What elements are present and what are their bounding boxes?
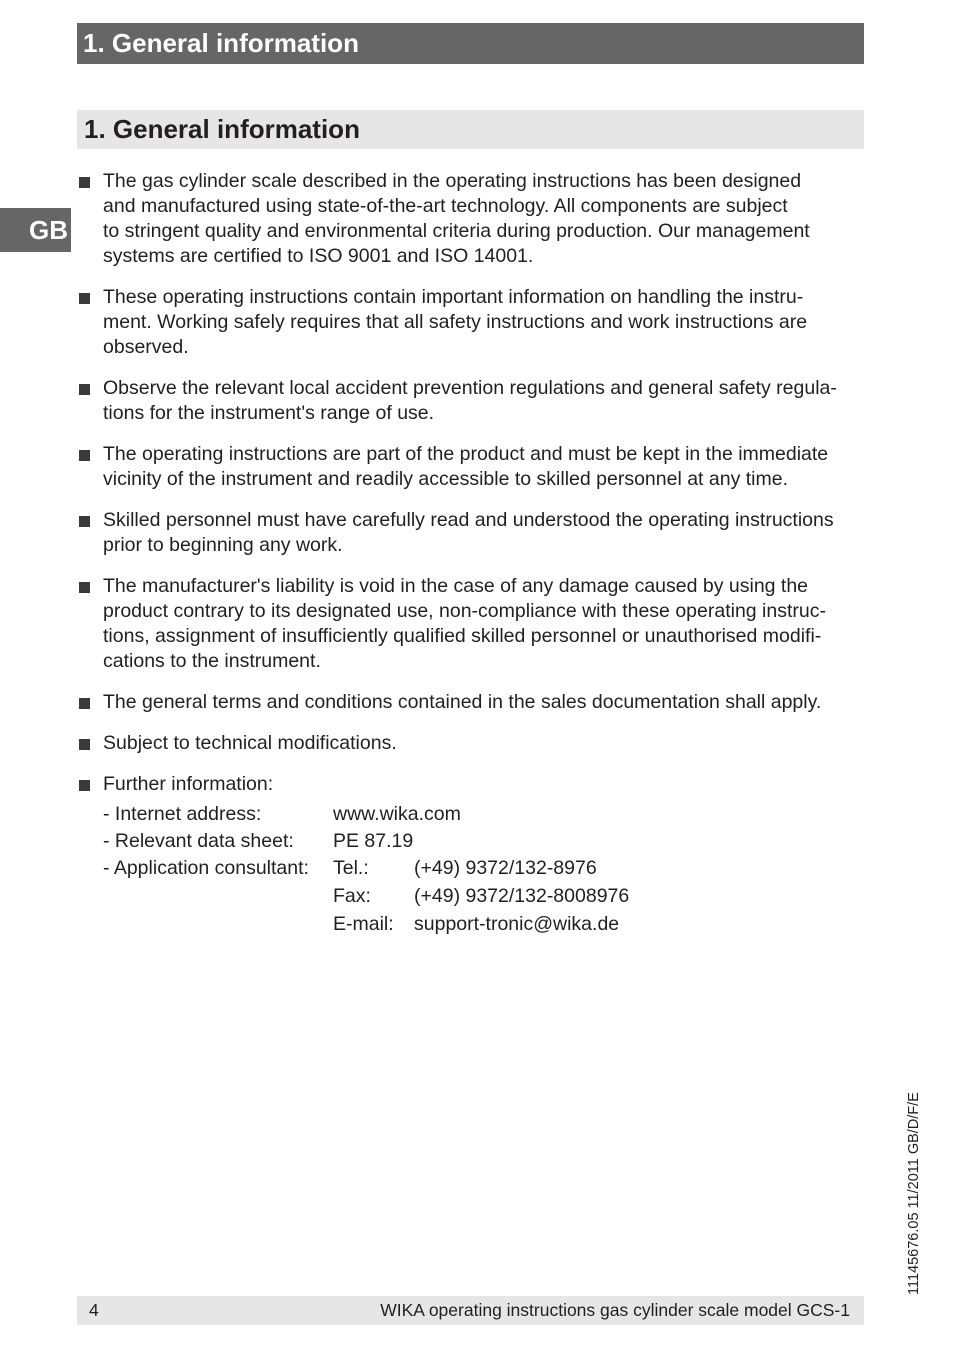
document-code: 11145676.05 11/2011 GB/D/F/E xyxy=(906,1092,922,1295)
page-number: 4 xyxy=(89,1300,99,1320)
list-item-line: The manufacturer's liability is void in the case of any damage caused by using the xyxy=(103,575,809,597)
square-bullet-icon xyxy=(79,582,90,593)
fax-value: (+49) 9372/132-8008976 xyxy=(414,885,630,907)
bullet-list xyxy=(78,169,868,955)
list-item-line: The gas cylinder scale described in the operating instructions has been designed xyxy=(103,170,802,192)
list-item-line: Subject to technical modifications. xyxy=(103,732,397,754)
list-item-line: and manufactured using state-of-the-art technology. All components are subject xyxy=(103,195,788,217)
list-item-line: Skilled personnel must have carefully read and understood the operating instructions xyxy=(103,509,834,531)
datasheet-row xyxy=(103,829,629,856)
footer-document-title: WIKA operating instructions gas cylinder scale model GCS-1 xyxy=(380,1300,850,1320)
section-heading-bar xyxy=(77,110,864,149)
language-tab-label: GB xyxy=(29,215,68,245)
list-item-line: Observe the relevant local accident prevention regulations and general safety regula- xyxy=(103,377,837,399)
list-item xyxy=(78,442,868,492)
consultant-tel-row xyxy=(103,856,629,884)
list-item xyxy=(78,285,868,360)
internet-label: - Internet address: xyxy=(103,803,262,825)
square-bullet-icon xyxy=(79,698,90,709)
datasheet-value: PE 87.19 xyxy=(333,830,414,852)
list-item-line: The general terms and conditions contained in the sales documentation shall apply. xyxy=(103,691,822,713)
list-item-line: vicinity of the instrument and readily accessible to skilled personnel at any time. xyxy=(103,468,789,490)
list-item-line: to stringent quality and environmental criteria during production. Our management xyxy=(103,220,810,242)
list-item xyxy=(78,508,868,558)
section-title: 1. General information xyxy=(84,114,360,144)
language-tab xyxy=(0,208,71,252)
tel-label: Tel.: xyxy=(333,857,369,879)
list-item-line: These operating instructions contain important information on handling the instru- xyxy=(103,286,804,308)
page-footer xyxy=(77,1296,864,1325)
square-bullet-icon xyxy=(79,450,90,461)
square-bullet-icon xyxy=(79,177,90,188)
square-bullet-icon xyxy=(79,384,90,395)
list-item xyxy=(78,169,868,269)
fax-row xyxy=(103,884,629,912)
datasheet-label: - Relevant data sheet: xyxy=(103,830,294,852)
list-item-line: systems are certified to ISO 9001 and ISO 14001. xyxy=(103,245,534,267)
chapter-title: 1. General information xyxy=(83,28,359,58)
square-bullet-icon xyxy=(79,780,90,791)
fax-label: Fax: xyxy=(333,885,371,907)
email-row xyxy=(103,912,629,939)
consultant-label: - Application consultant: xyxy=(103,857,309,879)
list-item-line: ment. Working safely requires that all safety instructions and work instructions are xyxy=(103,311,808,333)
list-item xyxy=(78,690,868,715)
list-item-line: prior to beginning any work. xyxy=(103,534,343,556)
further-information-item xyxy=(78,772,868,939)
email-link[interactable]: support-tronic@wika.de xyxy=(414,913,620,935)
list-item-line: observed. xyxy=(103,336,189,358)
list-item-line: tions for the instrument's range of use. xyxy=(103,402,435,424)
list-item-line: The operating instructions are part of the product and must be kept in the immediate xyxy=(103,443,829,465)
internet-row xyxy=(103,802,629,829)
list-item xyxy=(78,376,868,426)
square-bullet-icon xyxy=(79,739,90,750)
list-item-line: cations to the instrument. xyxy=(103,650,321,672)
list-item xyxy=(78,731,868,756)
list-item-line: product contrary to its designated use, non-compliance with these operating instruc- xyxy=(103,600,826,622)
square-bullet-icon xyxy=(79,293,90,304)
square-bullet-icon xyxy=(79,516,90,527)
list-item-line: tions, assignment of insufficiently qualified skilled personnel or unauthorised modifi- xyxy=(103,625,822,647)
chapter-header-bar xyxy=(77,23,864,64)
website-link[interactable]: www.wika.com xyxy=(333,803,461,825)
contact-info-table xyxy=(103,802,629,939)
further-information-heading: Further information: xyxy=(103,773,274,795)
tel-value: (+49) 9372/132-8976 xyxy=(414,857,597,879)
email-label: E-mail: xyxy=(333,913,394,935)
list-item xyxy=(78,574,868,674)
